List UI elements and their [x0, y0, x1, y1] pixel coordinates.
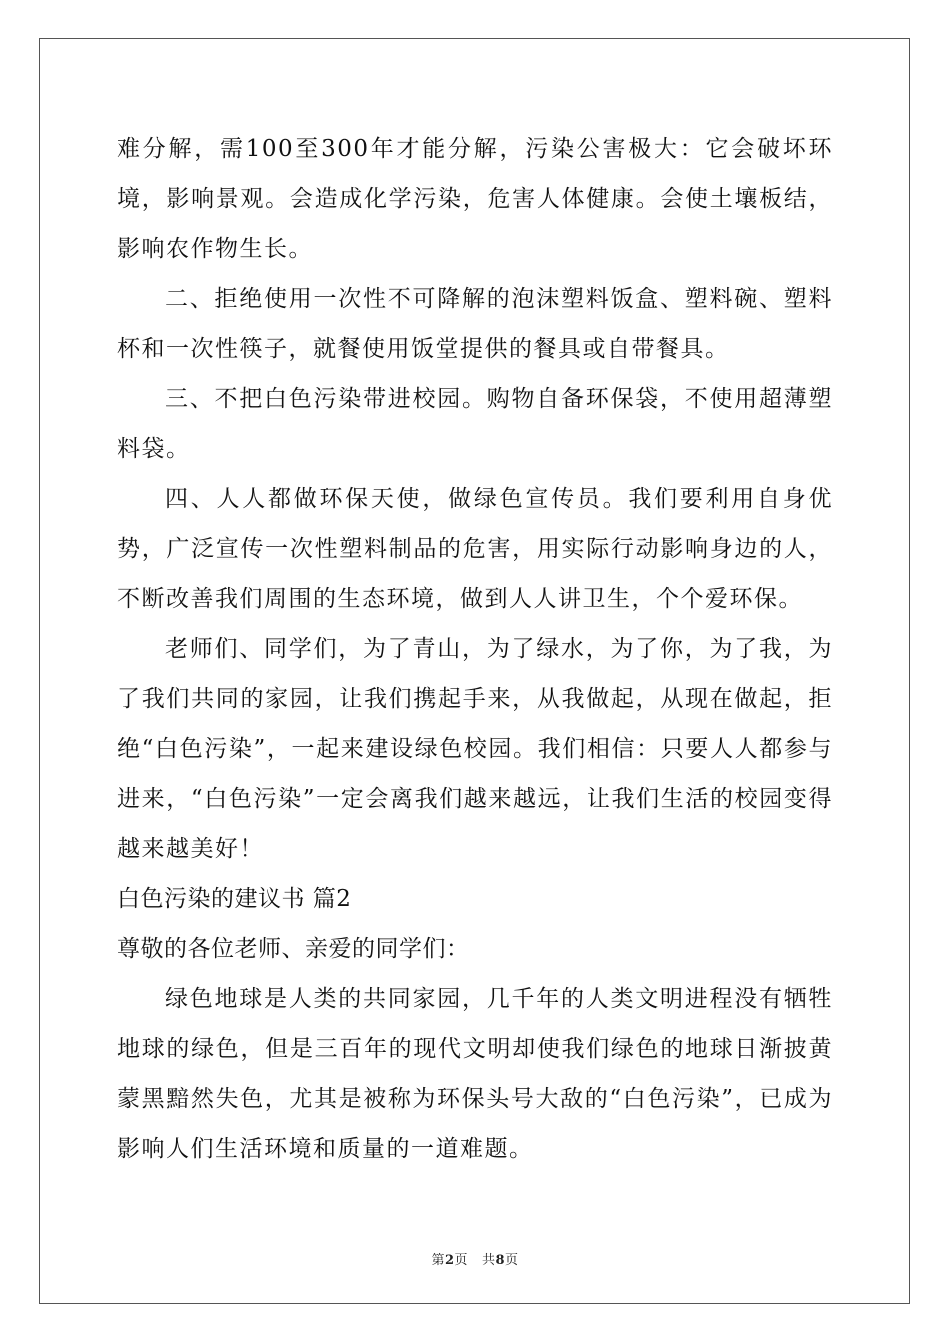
paragraph-1: 难分解，需100至300年才能分解，污染公害极大：它会破坏环境，影响景观。会造成化学污染，危害人体健康。会使土壤板结，影响农作物生长。 [117, 136, 833, 262]
page-footer [0, 1249, 950, 1268]
page-number: 2 [444, 1253, 455, 1268]
total-prefix: 共 [481, 1253, 496, 1268]
paragraph-3: 三、不把白色污染带进校园。购物自备环保袋，不使用超薄塑料袋。 [117, 386, 833, 462]
paragraph-4: 四、人人都做环保天使，做绿色宣传员。我们要利用自身优势，广泛宣传一次性塑料制品的危害，用实际行动影响身边的人，不断改善我们周围的生态环境，做到人人讲卫生，个个爱环保。 [117, 486, 833, 612]
total-pages: 8 [495, 1253, 506, 1268]
paragraph-5: 老师们、同学们，为了青山，为了绿水，为了你，为了我，为了我们共同的家园，让我们携起手来，从我做起，从现在做起，拒绝“白色污染”，一起来建设绿色校园。我们相信：只要人人都参与进来，“白色污染”一定会离我们越来越远，让我们生活的校园变得越来越美好！ [117, 636, 833, 862]
total-suffix: 页 [505, 1253, 519, 1268]
body-paragraph: 绿色地球是人类的共同家园，几千年的人类文明进程没有牺牲地球的绿色，但是三百年的现代文明却使我们绿色的地球日渐披黄蒙黑黯然失色，尤其是被称为环保头号大敌的“白色污染”，已成为影响人们生活环境和质量的一道难题。 [117, 986, 833, 1162]
document-body [117, 124, 833, 1174]
salutation: 尊敬的各位老师、亲爱的同学们： [117, 936, 470, 962]
page-suffix: 页 [454, 1253, 469, 1268]
paragraph-2: 二、拒绝使用一次性不可降解的泡沫塑料饭盒、塑料碗、塑料杯和一次性筷子，就餐使用饭堂提供的餐具或自带餐具。 [117, 286, 833, 362]
section-heading: 白色污染的建议书 篇2 [117, 886, 352, 912]
page-prefix: 第 [431, 1253, 445, 1268]
